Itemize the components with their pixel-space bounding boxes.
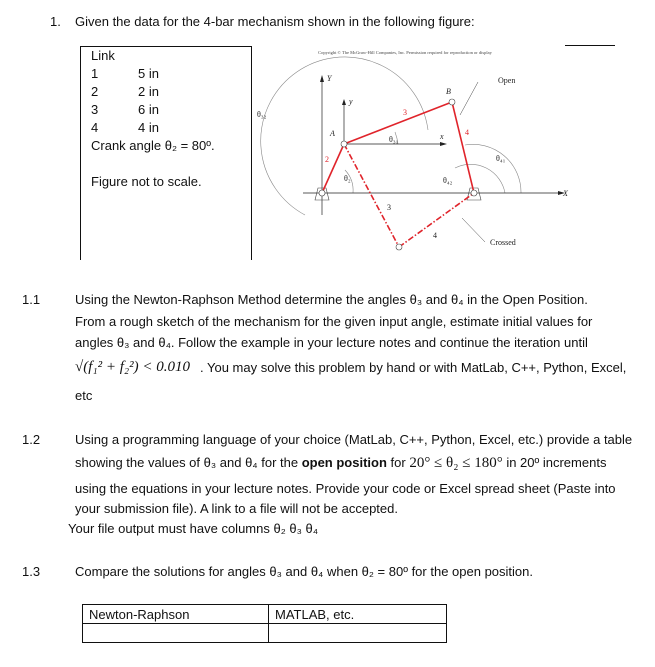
svg-text:θ₃₂: θ₃₂	[257, 110, 267, 119]
svg-text:B: B	[446, 87, 451, 96]
answer-cell[interactable]	[83, 624, 269, 643]
section-number: 1.1	[22, 292, 41, 307]
theta32-arc	[261, 57, 428, 215]
s12-line: using the equations in your lecture notes. Provide your code or Excel spread sheet (Paste into	[75, 481, 616, 496]
svg-text:4: 4	[465, 128, 469, 137]
svg-text:A: A	[330, 129, 335, 138]
link-length: 6 in	[138, 102, 159, 117]
link-length: 4 in	[138, 120, 159, 135]
link-length: 2 in	[138, 84, 159, 99]
header-cell: Newton-Raphson	[83, 605, 269, 624]
svg-text:3: 3	[387, 203, 391, 212]
link-header: Link	[91, 48, 115, 63]
s12-line: your submission file). A link to a file will not be accepted.	[75, 501, 398, 516]
link-id: 4	[91, 120, 99, 135]
scale-note: Figure not to scale.	[91, 174, 202, 189]
svg-text:Y: Y	[327, 74, 332, 83]
link-2	[322, 144, 344, 193]
svg-text:Open: Open	[498, 76, 516, 85]
question-intro: Given the data for the 4-bar mechanism shown in the following figure:	[75, 14, 475, 29]
table-header-row	[83, 605, 447, 624]
answer-cell[interactable]	[269, 624, 447, 643]
four-bar-figure	[252, 40, 575, 262]
theta42-arc	[455, 164, 505, 193]
link-length: 5 in	[138, 66, 159, 81]
s12-line: Using a programming language of your choice (MatLab, C++, Python, Excel, etc.) provide a table	[75, 432, 633, 447]
link-4-open	[452, 102, 474, 193]
s11-line: . You may solve this problem by hand or with MatLab, C++, Python, Excel,	[200, 360, 627, 375]
svg-text:X: X	[563, 189, 568, 198]
svg-text:Crossed: Crossed	[490, 238, 516, 247]
copyright-text: Copyright © The McGraw-Hill Companies, Inc. Permission required for reproduction or display	[318, 50, 492, 55]
question-number: 1.	[50, 14, 61, 29]
s11-line: From a rough sketch of the mechanism for the given input angle, estimate initial values for	[75, 314, 593, 329]
svg-text:3: 3	[403, 108, 407, 117]
s11-line: etc	[75, 388, 93, 403]
s11-line: Using the Newton-Raphson Method determine the angles θ₃ and θ₄ in the Open Position.	[75, 292, 588, 307]
section-number: 1.3	[22, 564, 41, 579]
theta41-arc	[465, 144, 521, 193]
svg-text:θ₂: θ₂	[344, 174, 351, 183]
s12-line: showing the values of θ₃ and θ₄ for the open position for 20° ≤ θ₂ ≤ 180° in 20º increments	[75, 455, 607, 471]
link-3-crossed	[344, 144, 399, 247]
header-cell: MATLAB, etc.	[269, 605, 447, 624]
svg-text:2: 2	[325, 155, 329, 164]
crank-angle: Crank angle θ₂ = 80º.	[91, 138, 215, 153]
svg-text:x: x	[440, 132, 444, 141]
section-number: 1.2	[22, 432, 41, 447]
svg-text:y: y	[349, 97, 353, 106]
svg-text:4: 4	[433, 231, 437, 240]
convergence-formula: √(f₁² + f₂²) < 0.010	[75, 359, 190, 375]
svg-text:θ₄₂: θ₄₂	[443, 176, 453, 185]
comparison-table	[82, 604, 447, 643]
s13-text: Compare the solutions for angles θ₃ and θ₄ when θ₂ = 80º for the open position.	[75, 564, 533, 579]
svg-text:θ₃₁: θ₃₁	[389, 135, 399, 144]
s11-line: angles θ₃ and θ₄. Follow the example in your lecture notes and continue the iteration until	[75, 335, 588, 350]
svg-text:θ₄₁: θ₄₁	[496, 154, 506, 163]
link-id: 2	[91, 84, 99, 99]
link-id: 3	[91, 102, 99, 117]
table-row	[83, 624, 447, 643]
link-id: 1	[91, 66, 99, 81]
s12-line: Your file output must have columns θ₂ θ₃ θ₄	[68, 521, 319, 536]
